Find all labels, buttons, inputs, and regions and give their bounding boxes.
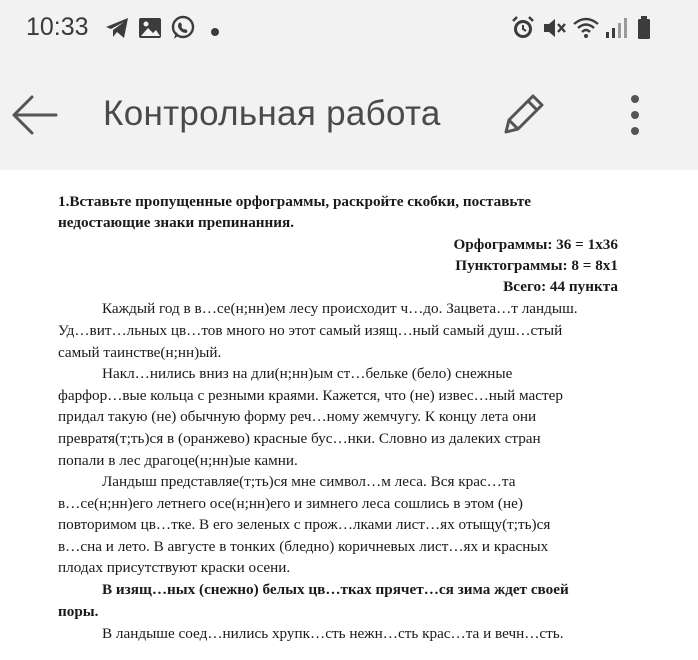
- stats-punkt: Пунктограммы: 8 = 8x1: [455, 257, 618, 274]
- text-line: в…сна и лето. В августе в тонких (бледно) коричневых лист…ях и красных: [58, 538, 549, 555]
- task-heading-continued: [58, 214, 294, 232]
- text-line: в…се(н;нн)его летнего осе(н;нн)его и зимнего леса сошлись в этом (не): [58, 495, 523, 512]
- more-vert-icon[interactable]: [628, 94, 642, 141]
- text-line: повторимом цв…тке. В его зеленых с прож…лками лист…ях отыщу(т;ть)ся: [58, 516, 551, 533]
- text-line: самый таинстве(н;нн)ый.: [58, 344, 222, 361]
- page-title: Контрольная работа: [103, 94, 441, 133]
- status-time: 10:33: [26, 13, 89, 41]
- gallery-icon: [137, 15, 163, 46]
- text-line: придал такую (не) обычную форму реч…ному жемчугу. К концу лета они: [58, 408, 537, 425]
- task-heading: 1.Вставьте пропущенные орфограммы, раскройте скобки, поставьте: [58, 193, 532, 210]
- task-heading-text: недостающие знаки препинанния.: [58, 214, 295, 231]
- text-line: Уд…вит…льных цв…тов много но этот самый изящ…ный самый душ…стый: [58, 322, 563, 339]
- signal-icon: [604, 15, 628, 46]
- app-bar: [0, 58, 698, 170]
- alarm-icon: [510, 15, 536, 46]
- text-line: попали в лес драгоце(н;нн)ые камни.: [58, 452, 298, 469]
- document-page[interactable]: [0, 170, 698, 660]
- text-line: Каждый год в в…се(н;нн)ем лесу происходит ч…до. Зацвета…т ландыш.: [102, 300, 578, 317]
- telegram-icon: [104, 15, 130, 46]
- text-line: плодах присутствуют краски осени.: [58, 559, 291, 576]
- dot-icon: [210, 24, 220, 42]
- pencil-icon[interactable]: [500, 90, 548, 143]
- bold-text-line: В изящ…ных (снежно) белых цв…тках прячет…ся зима ждет своей: [102, 581, 569, 598]
- battery-icon: [636, 15, 652, 46]
- text-line: В ландыше соед…нились хрупк…сть нежн…сть крас…та и вечн…сть.: [102, 625, 564, 642]
- text-line: превратя(т;ть)ся в (оранжево) красные бус…нки. Словно из далеких стран: [58, 430, 541, 447]
- mute-icon: [541, 15, 567, 46]
- wifi-icon: [572, 15, 600, 46]
- back-arrow-icon[interactable]: [10, 94, 60, 141]
- stats-total: Всего: 44 пункта: [503, 278, 618, 295]
- status-bar: [0, 0, 698, 58]
- stats-orfo: Орфограммы: 36 = 1x36: [453, 236, 618, 253]
- whatsapp-icon: [170, 15, 196, 46]
- text-line: фарфор…вые кольца с резными краями. Кажется, что (не) извес…ный мастер: [58, 387, 563, 404]
- bold-text-line: поры.: [58, 603, 99, 620]
- text-line: Ландыш представляе(т;ть)ся мне символ…м леса. Вся крас…та: [102, 473, 516, 490]
- text-line: Накл…нились вниз на дли(н;нн)ым ст…бельке (бело) снежные: [102, 365, 513, 382]
